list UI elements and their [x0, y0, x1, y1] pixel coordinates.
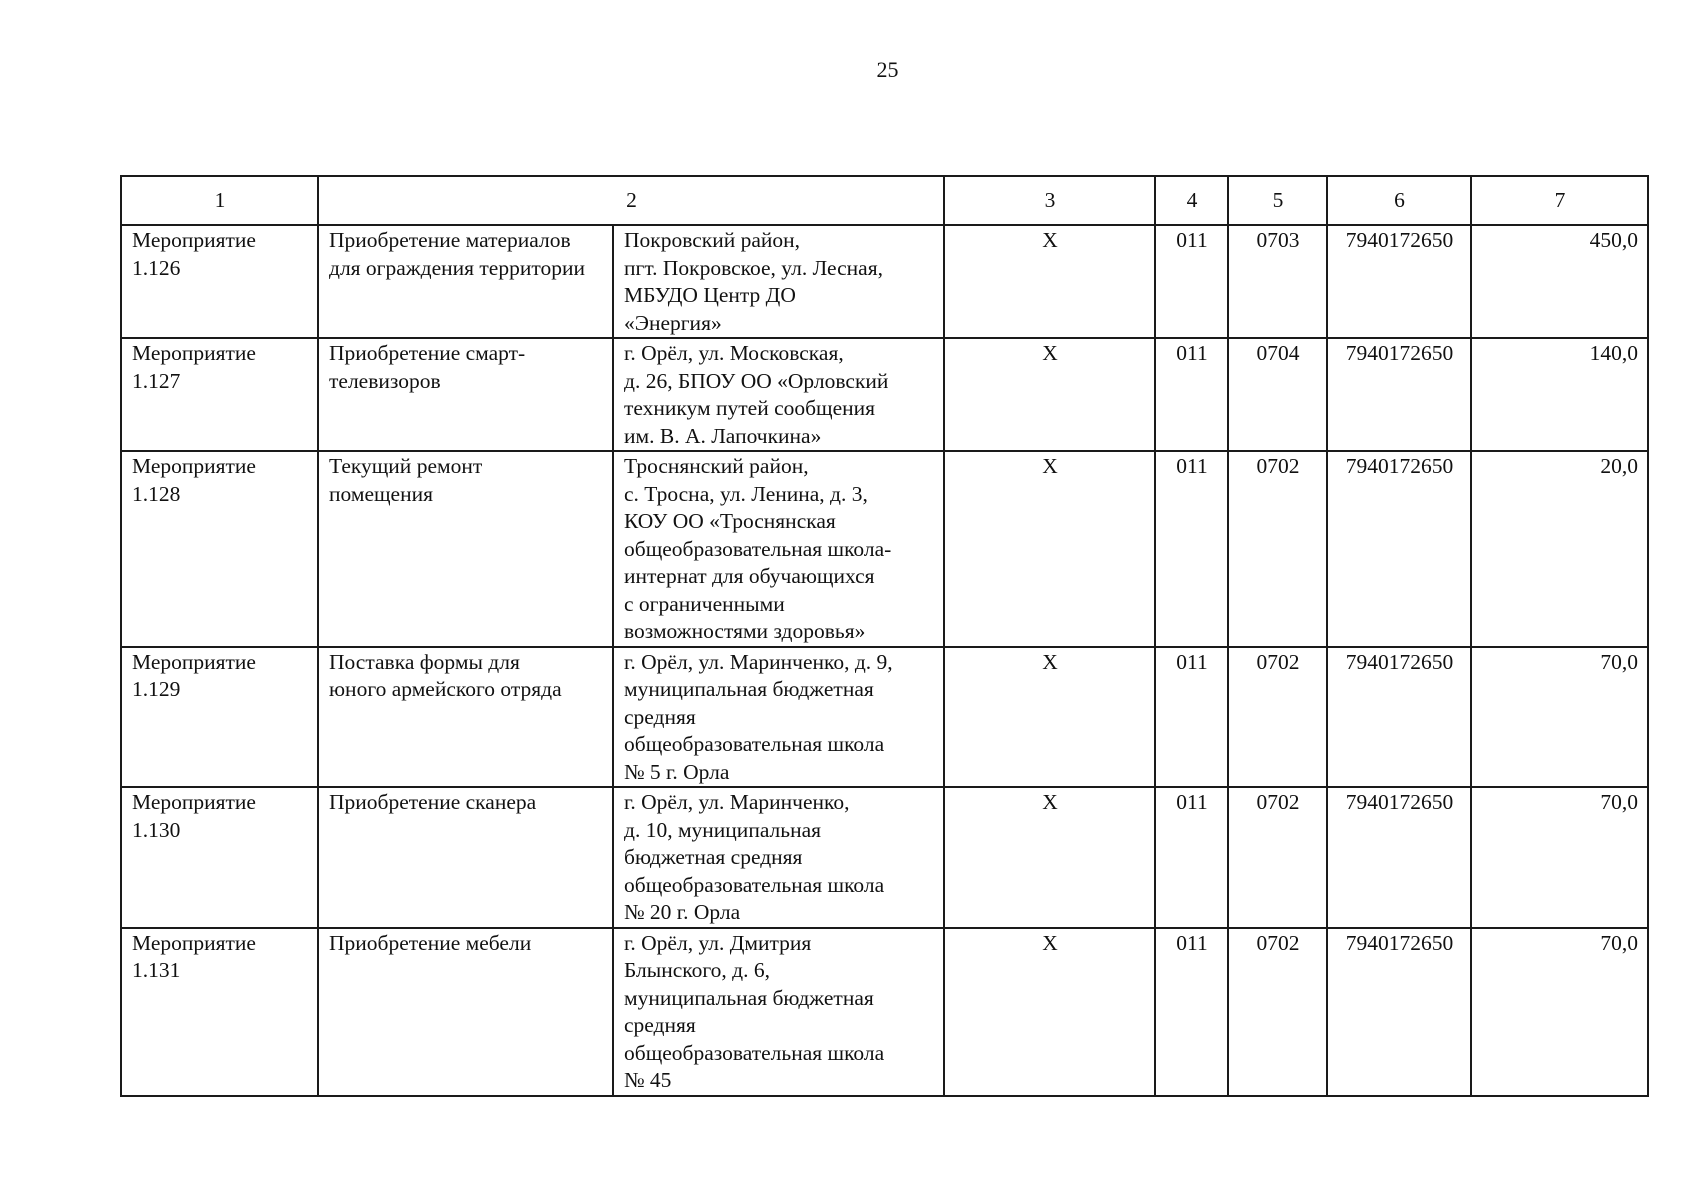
col6-cell-text: 7940172650: [1345, 454, 1454, 478]
table-row: [121, 787, 1648, 928]
col4-cell-text: 011: [1176, 228, 1208, 252]
page-number: 25: [876, 57, 899, 82]
col7-cell-text: 450,0: [1589, 228, 1638, 252]
table-body: [121, 225, 1648, 1096]
location-cell-text: Покровский район, пгт. Покровское, ул. Лесная, МБУДО Центр ДО «Энергия»: [624, 228, 883, 335]
col6-cell-text: 7940172650: [1345, 341, 1454, 365]
event-cell-text: Мероприятие 1.128: [132, 454, 256, 506]
col3-cell: [944, 225, 1155, 338]
col4-cell: [1155, 787, 1228, 928]
col7-cell: [1471, 451, 1648, 647]
location-cell: [613, 787, 944, 928]
col4-cell-text: 011: [1176, 454, 1208, 478]
col3-cell-text: X: [1042, 454, 1058, 478]
header-cell-1: 1: [121, 176, 318, 225]
table-row: [121, 647, 1648, 788]
description-cell: [318, 225, 613, 338]
description-cell: [318, 928, 613, 1096]
description-cell-text: Приобретение материалов для ограждения территории: [329, 228, 585, 280]
location-cell: [613, 451, 944, 647]
col7-cell: [1471, 647, 1648, 788]
table-row: [121, 225, 1648, 338]
description-cell-text: Приобретение сканера: [329, 790, 537, 814]
col7-cell-text: 70,0: [1600, 930, 1638, 955]
col5-cell: [1228, 451, 1327, 647]
table-row: [121, 928, 1648, 1096]
event-cell-text: Мероприятие 1.130: [132, 790, 256, 842]
col3-cell: [944, 928, 1155, 1096]
col6-cell-text: 7940172650: [1345, 790, 1454, 814]
description-cell-text: Текущий ремонт помещения: [329, 454, 483, 506]
col4-cell: [1155, 338, 1228, 451]
location-cell-text: г. Орёл, ул. Дмитрия Блынского, д. 6, муниципальная бюджетная средняя общеобразовательная школа № 45: [624, 930, 885, 1092]
col6-cell-text: 7940172650: [1345, 930, 1454, 955]
col4-cell-text: 011: [1176, 930, 1208, 955]
col7-cell-text: 70,0: [1600, 790, 1638, 814]
col5-cell: [1228, 647, 1327, 788]
location-cell-text: г. Орёл, ул. Маринченко, д. 9, муниципальная бюджетная средняя общеобразовательная школа № 5 г. Орла: [624, 649, 893, 784]
col3-cell-text: X: [1042, 228, 1058, 252]
event-cell: [121, 647, 318, 788]
col5-cell-text: 0702: [1256, 454, 1300, 478]
col3-cell-text: X: [1042, 649, 1058, 674]
col4-cell: [1155, 928, 1228, 1096]
col6-cell-text: 7940172650: [1345, 649, 1454, 674]
col7-cell: [1471, 928, 1648, 1096]
location-cell: [613, 928, 944, 1096]
col5-cell: [1228, 225, 1327, 338]
event-cell-text: Мероприятие 1.127: [132, 341, 256, 393]
col6-cell-text: 7940172650: [1345, 228, 1454, 252]
col4-cell: [1155, 451, 1228, 647]
col7-cell: [1471, 225, 1648, 338]
col6-cell: [1327, 225, 1471, 338]
col7-cell: [1471, 787, 1648, 928]
event-cell: [121, 225, 318, 338]
event-cell: [121, 451, 318, 647]
col7-cell-text: 140,0: [1589, 341, 1638, 365]
location-cell: [613, 647, 944, 788]
description-cell-text: Поставка формы для юного армейского отряда: [329, 649, 562, 701]
description-cell: [318, 647, 613, 788]
col3-cell: [944, 787, 1155, 928]
header-cell-3: 3: [944, 176, 1155, 225]
col6-cell: [1327, 451, 1471, 647]
col7-cell-text: 20,0: [1600, 454, 1638, 478]
col7-cell-text: 70,0: [1600, 649, 1638, 674]
col6-cell: [1327, 647, 1471, 788]
event-cell: [121, 928, 318, 1096]
location-cell: [613, 338, 944, 451]
col5-cell-text: 0703: [1256, 228, 1300, 252]
col4-cell-text: 011: [1176, 341, 1208, 365]
event-cell-text: Мероприятие 1.129: [132, 649, 256, 701]
description-cell-text: Приобретение мебели: [329, 930, 532, 955]
header-cell-7: 7: [1471, 176, 1648, 225]
location-cell: [613, 225, 944, 338]
table-row: [121, 338, 1648, 451]
col6-cell: [1327, 928, 1471, 1096]
col3-cell-text: X: [1042, 790, 1058, 814]
col4-cell-text: 011: [1176, 790, 1208, 814]
location-cell-text: г. Орёл, ул. Московская, д. 26, БПОУ ОО «Орловский техникум путей сообщения им. В. А. Лапочкина»: [624, 341, 889, 448]
description-cell-text: Приобретение смарт- телевизоров: [329, 341, 526, 393]
event-cell-text: Мероприятие 1.126: [132, 228, 256, 280]
col3-cell-text: X: [1042, 341, 1058, 365]
col6-cell: [1327, 787, 1471, 928]
location-cell-text: г. Орёл, ул. Маринченко, д. 10, муниципальная бюджетная средняя общеобразовательная школа № 20 г. Орла: [624, 790, 885, 924]
event-cell: [121, 787, 318, 928]
col4-cell-text: 011: [1176, 649, 1208, 674]
header-cell-4: 4: [1155, 176, 1228, 225]
col3-cell: [944, 338, 1155, 451]
col5-cell-text: 0702: [1256, 930, 1300, 955]
col5-cell-text: 0702: [1256, 790, 1300, 814]
col5-cell-text: 0702: [1256, 649, 1300, 674]
header-cell-2: 2: [318, 176, 944, 225]
col6-cell: [1327, 338, 1471, 451]
col4-cell: [1155, 225, 1228, 338]
description-cell: [318, 787, 613, 928]
location-cell-text: Троснянский район, с. Тросна, ул. Ленина, д. 3, КОУ ОО «Троснянская общеобразовательная школа- интернат для обучающихся с ограниченными возможностями здоровья»: [624, 454, 892, 643]
table-row: [121, 451, 1648, 647]
event-cell: [121, 338, 318, 451]
header-row: [121, 176, 1648, 225]
description-cell: [318, 338, 613, 451]
col5-cell: [1228, 338, 1327, 451]
col3-cell: [944, 451, 1155, 647]
description-cell: [318, 451, 613, 647]
col5-cell: [1228, 928, 1327, 1096]
header-cell-6: 6: [1327, 176, 1471, 225]
header-cell-5: 5: [1228, 176, 1327, 225]
col4-cell: [1155, 647, 1228, 788]
col7-cell: [1471, 338, 1648, 451]
budget-table: [120, 175, 1649, 1097]
col3-cell: [944, 647, 1155, 788]
col5-cell: [1228, 787, 1327, 928]
event-cell-text: Мероприятие 1.131: [132, 930, 256, 982]
col5-cell-text: 0704: [1256, 341, 1300, 365]
col3-cell-text: X: [1042, 930, 1058, 955]
